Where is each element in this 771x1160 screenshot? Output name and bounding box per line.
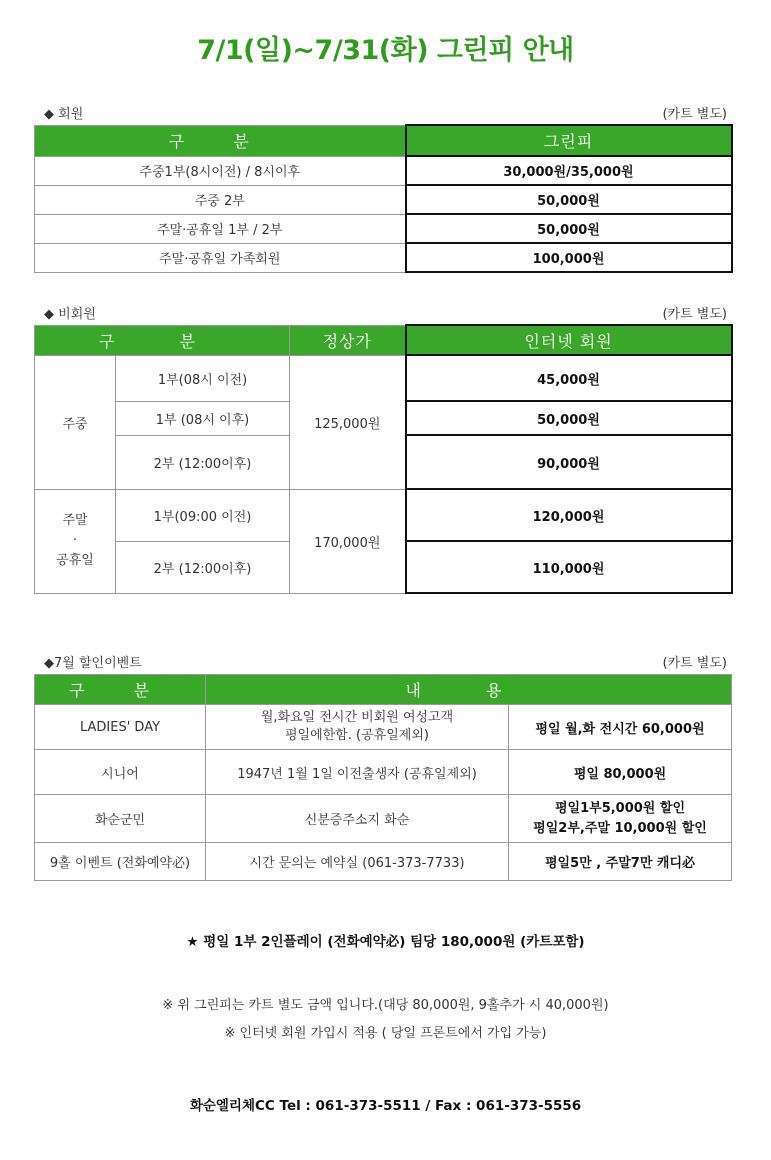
member-section-label: ◆ 회원 [44,107,84,122]
table-row [35,489,732,541]
events-cart-note: (카트 별도) [662,656,727,671]
event-price: 평일5만 , 주말7만 캐디必 [509,843,732,881]
event-name: 화순군민 [35,795,206,843]
event-name: 시니어 [35,750,206,795]
weekday-regular-price: 125,000원 [290,355,406,489]
member-fee: 50,000원 [406,185,732,214]
table-row [35,795,732,843]
member-header-fee: 그린피 [406,125,732,156]
member-cart-note: (카트 별도) [662,107,727,122]
event-name: LADIES' DAY [35,705,206,750]
table-row [35,243,732,272]
member-category: 주중1부(8시이전) / 8시이후 [35,156,406,185]
internet-price: 90,000원 [406,435,732,489]
weekend-group-dot: · [72,533,78,548]
event-desc [206,705,509,750]
weekend-group-line: 주말 [62,513,88,528]
cart-fee-note: ※ 위 그린피는 카트 별도 금액 입니다.(대당 80,000원, 9홀추가 시 40,000원) [162,998,609,1013]
member-category: 주중 2부 [35,185,406,214]
table-row [35,355,732,401]
internet-price: 50,000원 [406,401,732,435]
internet-member-note: ※ 인터넷 회원 가입시 적용 ( 당일 프론트에서 가입 가능) [224,1026,547,1041]
event-price: 평일 80,000원 [509,750,732,795]
event-name: 9홀 이벤트 (전화예약必) [35,843,206,881]
events-table [34,674,732,881]
event-price [509,795,732,843]
event-desc-line: 평일에한함. (공휴일제외) [285,728,429,743]
table-row [35,156,732,185]
table-row [35,185,732,214]
session-label: 2부 (12:00이후) [116,435,290,489]
events-section-label: ◆7월 할인이벤트 [44,656,142,671]
member-fee-table [34,124,733,273]
weekend-regular-price: 170,000원 [290,489,406,593]
session-label: 1부 (08시 이후) [116,401,290,435]
event-price: 평일 월,화 전시간 60,000원 [509,705,732,750]
member-category: 주말·공휴일 1부 / 2부 [35,214,406,243]
weekend-group-line: 공휴일 [56,553,94,568]
table-row [35,843,732,881]
member-fee: 50,000원 [406,214,732,243]
member-fee: 100,000원 [406,243,732,272]
nonmember-header-regular: 정상가 [290,325,406,355]
event-desc-line: 월,화요일 전시간 비회원 여성고객 [260,710,454,725]
member-header-category: 구 분 [35,125,406,156]
event-desc: 시간 문의는 예약실 (061-373-7733) [206,843,509,881]
nonmember-cart-note: (카트 별도) [662,307,727,322]
page-title: 7/1(일)~7/31(화) 그린피 안내 [197,35,574,66]
nonmember-fee-table [34,324,733,594]
session-label: 2부 (12:00이후) [116,541,290,593]
table-row [35,214,732,243]
event-price-line: 평일1부5,000원 할인 [554,800,686,816]
member-category: 주말·공휴일 가족회원 [35,243,406,272]
nonmember-header-internet: 인터넷 회원 [406,325,732,355]
nonmember-section-label: ◆ 비회원 [44,307,96,322]
session-label: 1부(08시 이전) [116,355,290,401]
table-row [35,705,732,750]
promo-line: ★ 평일 1부 2인플레이 (전화예약必) 팀당 180,000원 (카트포함) [186,934,585,950]
contact-footer: 화순엘리체CC Tel : 061-373-5511 / Fax : 061-373-5556 [189,1098,582,1114]
internet-price: 45,000원 [406,355,732,401]
weekday-group: 주중 [35,355,116,489]
session-label: 1부(09:00 이전) [116,489,290,541]
event-desc: 1947년 1월 1일 이전출생자 (공휴일제외) [206,750,509,795]
member-fee: 30,000원/35,000원 [406,156,732,185]
nonmember-header-category: 구 분 [35,325,290,355]
table-row [35,750,732,795]
internet-price: 110,000원 [406,541,732,593]
event-desc: 신분증주소지 화순 [206,795,509,843]
events-header-content: 내 용 [206,675,732,705]
event-price-line: 평일2부,주말 10,000원 할인 [533,820,707,836]
events-header-category: 구 분 [35,675,206,705]
weekend-group [35,489,116,593]
internet-price: 120,000원 [406,489,732,541]
